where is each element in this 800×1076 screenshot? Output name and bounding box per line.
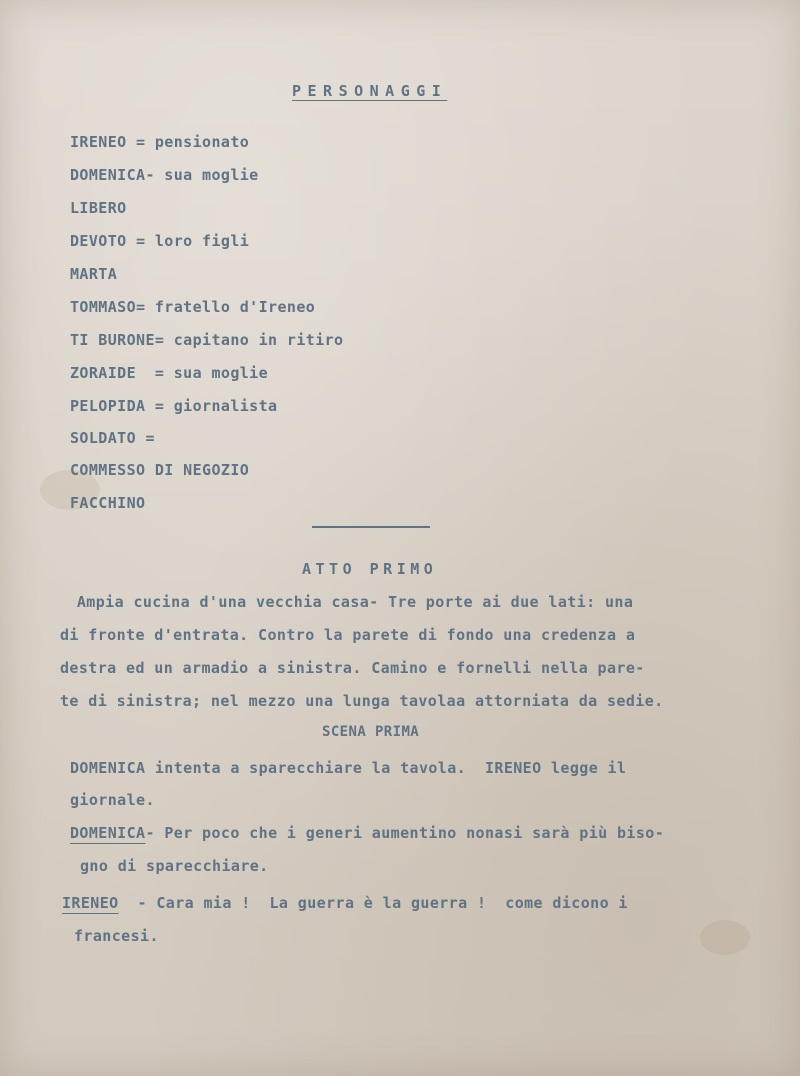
- character-entry: MARTA: [70, 265, 118, 283]
- dialogue-text: Per poco che i generi aumentino nonasi sarà più biso-: [164, 824, 665, 842]
- dialogue-continuation: francesi.: [74, 927, 159, 945]
- speaker-name: IRENEO: [62, 894, 119, 912]
- dialogue-line: [70, 824, 664, 842]
- dialogue-separator: -: [145, 824, 165, 842]
- character-entry: DEVOTO = loro figli: [70, 232, 250, 250]
- character-entry: ZORAIDE = sua moglie: [70, 364, 269, 382]
- character-entry: COMMESSO DI NEGOZIO: [70, 461, 250, 479]
- dialogue-line: [62, 894, 628, 912]
- scene-line: DOMENICA intenta a sparecchiare la tavola. IRENEO legge il: [70, 759, 627, 777]
- speaker-name: DOMENICA: [70, 824, 146, 842]
- scene-title: SCENA PRIMA: [322, 724, 420, 740]
- scene-line: giornale.: [70, 791, 155, 809]
- character-entry: TI BURONE= capitano in ritiro: [70, 331, 344, 349]
- character-entry: DOMENICA- sua moglie: [70, 166, 259, 184]
- dialogue-text: Cara mia ! La guerra è la guerra ! come dicono i: [156, 894, 628, 912]
- stage-direction-line: te di sinistra; nel mezzo una lunga tavolaa attorniata da sedie.: [60, 692, 664, 710]
- character-entry: TOMMASO= fratello d'Ireneo: [70, 298, 316, 316]
- dialogue-separator: -: [118, 894, 157, 912]
- character-entry: IRENEO = pensionato: [70, 133, 250, 151]
- character-entry: SOLDATO =: [70, 429, 155, 447]
- page-title: PERSONAGGI: [292, 82, 448, 100]
- character-entry: LIBERO: [70, 199, 127, 217]
- section-divider: [312, 526, 430, 528]
- dialogue-continuation: gno di sparecchiare.: [80, 857, 269, 875]
- stage-direction-line: di fronte d'entrata. Contro la parete di fondo una credenza a: [60, 626, 636, 644]
- character-entry: PELOPIDA = giornalista: [70, 397, 278, 415]
- act-title: ATTO PRIMO: [302, 560, 438, 578]
- stage-direction-line: destra ed un armadio a sinistra. Camino e fornelli nella pare-: [60, 659, 645, 677]
- character-entry: FACCHINO: [70, 494, 146, 512]
- paper-stain: [700, 920, 750, 955]
- stage-direction-line: Ampia cucina d'una vecchia casa- Tre porte ai due lati: una: [58, 593, 634, 611]
